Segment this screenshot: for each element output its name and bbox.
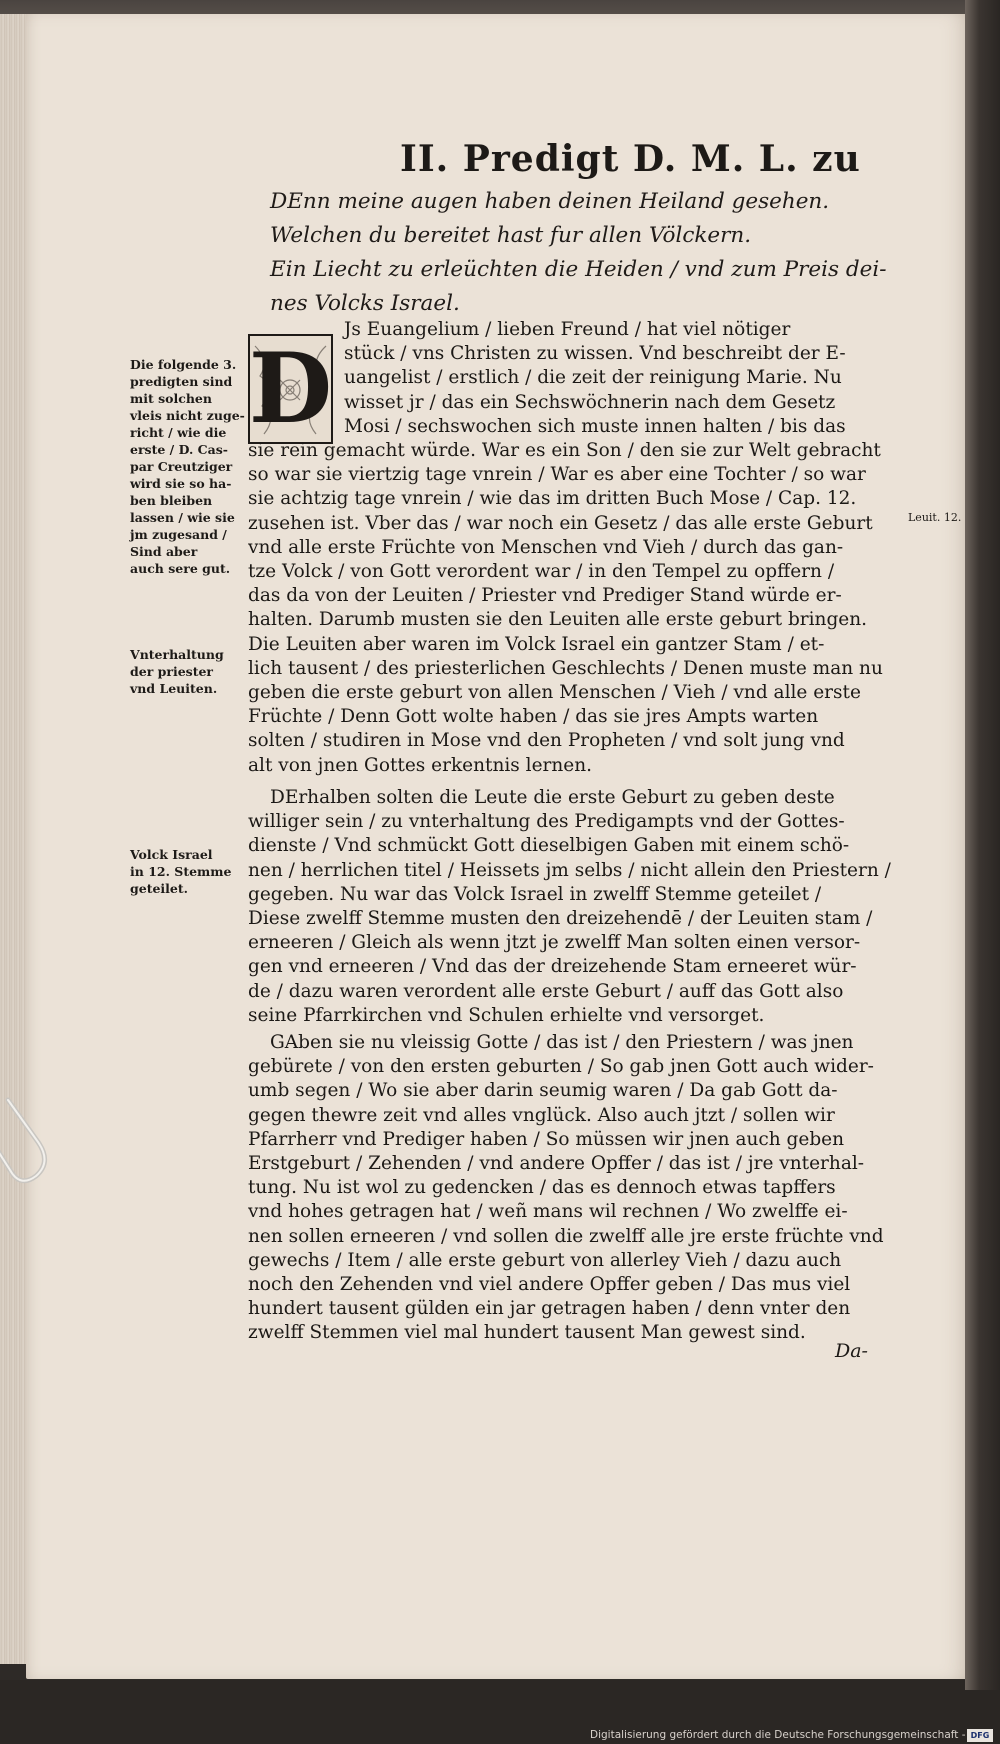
margin-note-line: Die folgende 3. <box>130 357 237 372</box>
margin-note-line: geteilet. <box>130 881 188 896</box>
text-line: halten. Darumb musten sie den Leuiten alle erste geburt bringen. <box>248 609 868 631</box>
verse-line: Ein Liecht zu erleüchten die Heiden / vnd zum Preis dei- <box>270 257 887 282</box>
margin-note-line: jm zugesand / <box>130 527 227 542</box>
text-line: tze Volck / von Gott verordent war / in den Tempel zu opffern / <box>248 561 835 583</box>
margin-note-leviten <box>130 646 245 697</box>
margin-note-line: der priester <box>130 664 214 679</box>
margin-note-line: lassen / wie sie <box>130 510 235 525</box>
initial-letter: D <box>248 332 333 445</box>
text-line: dienste / Vnd schmückt Gott dieselbigen Gaben mit einem schö- <box>248 835 850 857</box>
text-line: Js Euangelium / lieben Freund / hat viel nötiger <box>344 319 791 340</box>
margin-note-line: erste / D. Cas- <box>130 442 228 457</box>
paper-clip-icon <box>0 1090 60 1210</box>
margin-note-line: auch sere gut. <box>130 561 231 576</box>
text-line: uangelist / erstlich / die zeit der reinigung Marie. Nu <box>344 367 842 389</box>
text-line: tung. Nu ist wol zu gedencken / das es dennoch etwas tapffers <box>248 1177 836 1199</box>
text-line: nen / herrlichen titel / Heissets jm selbs / nicht allein den Priestern / <box>248 859 891 881</box>
text-line: gen vnd erneeren / Vnd das der dreizehende Stam erneeret wür- <box>248 956 857 978</box>
text-line: gewechs / Item / alle erste geburt von allerley Vieh / dazu auch <box>248 1249 842 1271</box>
margin-note-line: vleis nicht zuge- <box>130 408 245 423</box>
text-line: wisset jr / das ein Sechswöchnerin nach dem Gesetz <box>344 391 836 413</box>
text-line: vnd hohes getragen hat / weñ mans wil rechnen / Wo zwelffe ei- <box>248 1201 848 1223</box>
margin-note-editorial <box>130 356 245 577</box>
text-line: noch den Zehenden vnd viel andere Opffer geben / Das mus viel <box>248 1274 851 1296</box>
margin-note-line: in 12. Stemme <box>130 864 232 879</box>
digitization-footer: Digitalisierung gefördert durch die Deutsche Forschungsgemeinschaft - <box>590 1729 966 1741</box>
text-line: solten / studiren in Mose vnd den Propheten / vnd solt jung vnd <box>248 730 845 752</box>
text-line: sie rein gemacht würde. War es ein Son / den sie zur Welt gebracht <box>248 440 881 462</box>
text-line: GAben sie nu vleissig Gotte / das ist / den Priestern / was jnen <box>270 1032 854 1053</box>
paragraph-3 <box>248 1031 908 1346</box>
text-line: alt von jnen Gottes erkentnis lernen. <box>248 754 593 776</box>
binding-gutter <box>965 0 1000 1744</box>
margin-note-line: Sind aber <box>130 544 198 559</box>
scripture-verse <box>270 185 887 321</box>
text-line: gegen thewre zeit vnd alles vnglück. Also auch jtzt / sollen wir <box>248 1104 835 1126</box>
text-line: das da von der Leuiten / Priester vnd Prediger Stand würde er- <box>248 585 842 607</box>
dfg-logo: DFG <box>967 1729 993 1742</box>
text-line: gegeben. Nu war das Volck Israel in zwelff Stemme geteilet / <box>248 883 822 905</box>
margin-note-line: Vnterhaltung <box>130 647 224 662</box>
text-line: vnd alle erste Früchte von Menschen vnd Vieh / durch das gan- <box>248 536 844 558</box>
verse-line: DEnn meine augen haben deinen Heiland gesehen. <box>270 189 830 214</box>
margin-note-israel <box>130 846 245 897</box>
text-line: williger sein / zu vnterhaltung des Predigampts vnd der Gottes- <box>248 811 845 833</box>
text-line: de / dazu waren verordent alle erste Geburt / auff das Gott also <box>248 980 844 1002</box>
text-line: seine Pfarrkirchen vnd Schulen erhielte vnd versorget. <box>248 1004 765 1026</box>
text-line: Diese zwelff Stemme musten den dreizehendē / der Leuiten stam / <box>248 908 873 930</box>
text-line: erneeren / Gleich als wenn jtzt je zwelff Man solten einen versor- <box>248 932 861 954</box>
text-line: sie achtzig tage vnrein / wie das im dritten Buch Mose / Cap. 12. <box>248 488 857 510</box>
verse-line: Welchen du bereitet hast fur allen Völckern. <box>270 223 752 248</box>
text-line: Die Leuiten aber waren im Volck Israel ein gantzer Stam / et- <box>248 633 825 655</box>
text-line: Erstgeburt / Zehenden / vnd andere Opffer / das ist / jre vnterhal- <box>248 1153 865 1175</box>
margin-note-line: richt / wie die <box>130 425 227 440</box>
paragraph-1 <box>248 318 908 778</box>
text-line: Pfarrherr vnd Prediger haben / So müssen wir jnen auch geben <box>248 1128 845 1150</box>
sermon-title: II. Predigt D. M. L. zu <box>400 138 861 180</box>
text-line: so war sie viertzig tage vnrein / War es aber eine Tochter / so war <box>248 464 866 486</box>
margin-note-line: predigten sind <box>130 374 233 389</box>
text-line: zwelff Stemmen viel mal hundert tausent Man gewest sind. <box>248 1322 806 1344</box>
text-line: Früchte / Denn Gott wolte haben / das sie jres Ampts warten <box>248 706 819 728</box>
margin-note-reference: Leuit. 12. <box>908 511 962 524</box>
text-line: lich tausent / des priesterlichen Geschlechts / Denen muste man nu <box>248 657 883 679</box>
text-line: nen sollen erneeren / vnd sollen die zwelff alle jre erste früchte vnd <box>248 1225 884 1247</box>
text-line: zusehen ist. Vber das / war noch ein Gesetz / das alle erste Geburt <box>248 512 873 534</box>
margin-note-line: wird sie so ha- <box>130 476 232 491</box>
text-line: umb segen / Wo sie aber darin seumig waren / Da gab Gott da- <box>248 1080 838 1102</box>
margin-note-line: Volck Israel <box>130 847 213 862</box>
paragraph-2 <box>248 786 908 1028</box>
verse-line: nes Volcks Israel. <box>270 291 460 316</box>
catchword: Da- <box>835 1340 868 1362</box>
text-line: geben die erste geburt von allen Menschen / Vieh / vnd alle erste <box>248 682 861 704</box>
margin-note-line: vnd Leuiten. <box>130 681 218 696</box>
text-line: stück / vns Christen zu wissen. Vnd beschreibt der E- <box>344 343 846 365</box>
text-line: Mosi / sechswochen sich muste innen halten / bis das <box>344 415 846 437</box>
margin-note-line: par Creutziger <box>130 459 233 474</box>
text-line: gebürete / von den ersten geburten / So gab jnen Gott auch wider- <box>248 1056 874 1078</box>
text-line: hundert tausent gülden ein jar getragen haben / denn vnter den <box>248 1298 851 1320</box>
margin-note-line: ben bleiben <box>130 493 213 508</box>
margin-note-line: mit solchen <box>130 391 212 406</box>
text-line: DErhalben solten die Leute die erste Geburt zu geben deste <box>270 787 835 808</box>
